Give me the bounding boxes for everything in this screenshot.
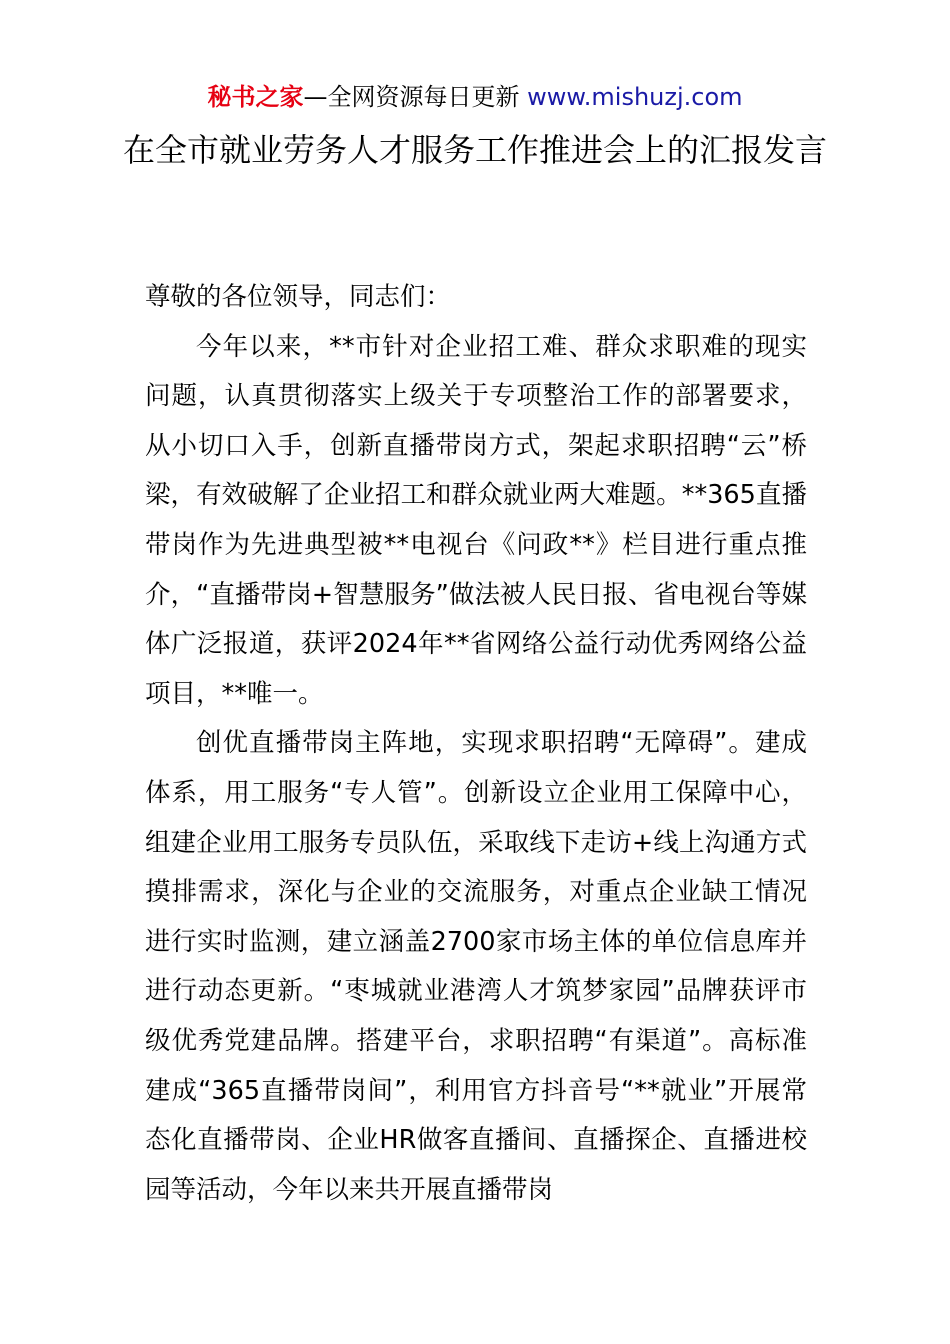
salutation: 尊敬的各位领导，同志们： bbox=[145, 282, 452, 312]
site-brand: 秘书之家 bbox=[207, 83, 304, 111]
site-tagline: —全网资源每日更新 bbox=[303, 83, 528, 111]
document-body bbox=[145, 273, 807, 1215]
document-title: 在全市就业劳务人才服务工作推进会上的汇报发言 bbox=[122, 131, 827, 169]
site-header bbox=[0, 80, 950, 114]
body-paragraph: 今年以来，**市针对企业招工难、群众求职难的现实问题，认真贯彻落实上级关于专项整治工作的部署要求，从小切口入手，创新直播带岗方式，架起求职招聘“云”桥梁，有效破解了企业招工和群众就业两大难题。**365直播带岗作为先进典型被**电视台《问政**》栏目进行重点推介，“直播带岗+智慧服务”做法被人民日报、省电视台等媒体广泛报道，获评2024年**省网络公益行动优秀网络公益项目，**唯一。 bbox=[145, 331, 807, 709]
body-paragraph: 创优直播带岗主阵地，实现求职招聘“无障碍”。建成体系，用工服务“专人管”。创新设立企业用工保障中心，组建企业用工服务专员队伍，采取线下走访+线上沟通方式摸排需求，深化与企业的交流服务，对重点企业缺工情况进行实时监测，建立涵盖2700家市场主体的单位信息库并进行动态更新。“枣城就业港湾人才筑梦家园”品牌获评市级优秀党建品牌。搭建平台，求职招聘“有渠道”。高标准建成“365直播带岗间”，利用官方抖音号“**就业”开展常态化直播带岗、企业HR做客直播间、直播探企、直播进校园等活动，今年以来共开展直播带岗 bbox=[145, 728, 807, 1205]
site-url-link[interactable]: www.mishuzj.com bbox=[527, 83, 743, 111]
